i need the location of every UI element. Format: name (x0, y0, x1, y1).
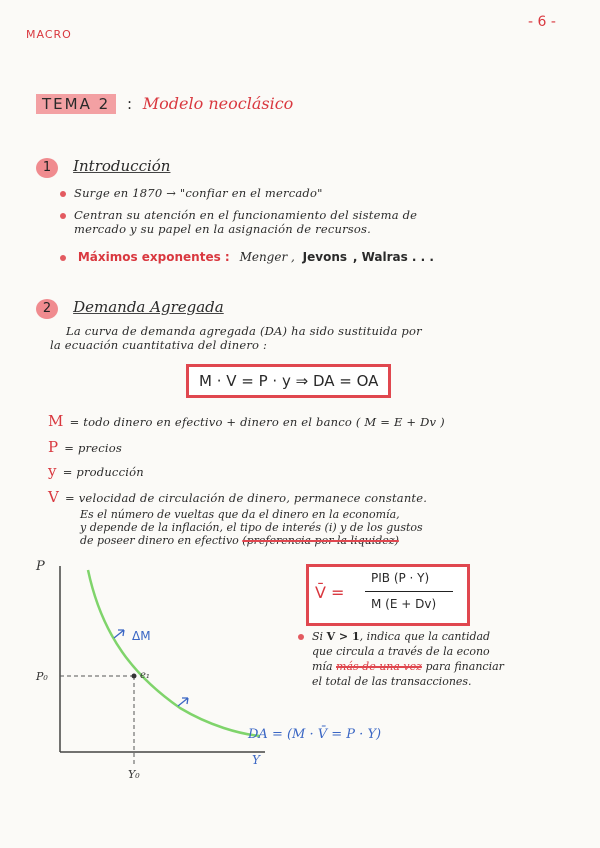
definition-m: M = todo dinero en efectivo + dinero en el banco ( M = E + Dv ) (48, 412, 445, 430)
bullet-dot (60, 213, 66, 219)
shift-label: ΔM (132, 629, 151, 643)
y-axis-label: P (36, 559, 45, 574)
topic-label: TEMA 2 (36, 94, 116, 114)
bullet-2-cont: mercado y su papel en la asignación de recursos. (74, 222, 371, 236)
exponents-label: Máximos exponentes : (77, 250, 230, 264)
exponent-walras: , Walras . . . (352, 250, 434, 264)
section-1-heading (36, 156, 170, 178)
subject-label: MACRO (26, 28, 72, 41)
x-axis-label: Y (252, 753, 260, 767)
da-curve (88, 570, 260, 736)
exponent-menger: Menger , (239, 250, 295, 264)
quantity-equation: M · V = P · y ⇒ DA = OA (186, 364, 391, 398)
v-note-line-1: Es el número de vueltas que da el dinero en la economía, (80, 508, 400, 521)
topic-name: Modelo neoclásico (142, 94, 294, 113)
intro-line-2: la ecuación cuantitativa del dinero : (50, 338, 268, 352)
note-line-4: el total de las transacciones. (312, 675, 472, 688)
v-note-struck: (preferencia por la liquidez) (242, 534, 399, 547)
v-note-line-3: de poseer dinero en efectivo (preferencia por la liquidez) (80, 534, 399, 547)
definition-v: V = velocidad de circulación de dinero, permanece constante. (48, 488, 428, 506)
section-2-heading (36, 297, 224, 319)
section-1-title: Introducción (73, 157, 171, 175)
equilibrium-point (132, 674, 137, 679)
bullet-dot (60, 191, 66, 197)
velocity-denominator: M (E + Dv) (371, 597, 437, 611)
velocity-lhs: V̄ = (315, 583, 345, 602)
p0-label: P₀ (36, 670, 48, 683)
section-1-number: 1 (36, 158, 58, 178)
note-highlight: más de una vez (336, 660, 422, 673)
bullet-2: Centran su atención en el funcionamiento del sistema de (60, 208, 417, 222)
point-label: e₁ (140, 670, 150, 681)
intro-line-1: La curva de demanda agregada (DA) ha sido sustituida por (66, 324, 422, 338)
v-note-line-2: y depende de la inflación, el tipo de interés (i) y de los gustos (80, 521, 423, 534)
shift-arrow-icon (178, 698, 188, 706)
definition-y: y = producción (48, 462, 144, 480)
aggregate-demand-graph (30, 556, 410, 786)
y0-label: Y₀ (128, 768, 140, 781)
topic-title (36, 94, 293, 113)
curve-label: DA = (M · V̄ = P · Y) (248, 727, 382, 742)
topic-separator: : (126, 95, 132, 113)
bullet-dot (60, 255, 66, 261)
section-2-number: 2 (36, 299, 58, 319)
shift-arrow-icon (114, 630, 124, 638)
bullet-1: Surge en 1870 → "confiar en el mercado" (60, 186, 323, 200)
note-line-1: Si V > 1, indica que la cantidad (298, 630, 490, 643)
velocity-numerator: PIB (P · Y) (371, 571, 430, 585)
section-2-title: Demanda Agregada (73, 298, 224, 316)
bullet-3 (60, 250, 434, 264)
note-line-2: que circula a través de la econo (312, 645, 490, 658)
exponent-jevons: Jevons (302, 250, 348, 264)
note-line-3: mía más de una vez para financiar (312, 660, 504, 673)
definition-p: P = precios (48, 438, 122, 456)
page-number: - 6 - (528, 14, 556, 30)
